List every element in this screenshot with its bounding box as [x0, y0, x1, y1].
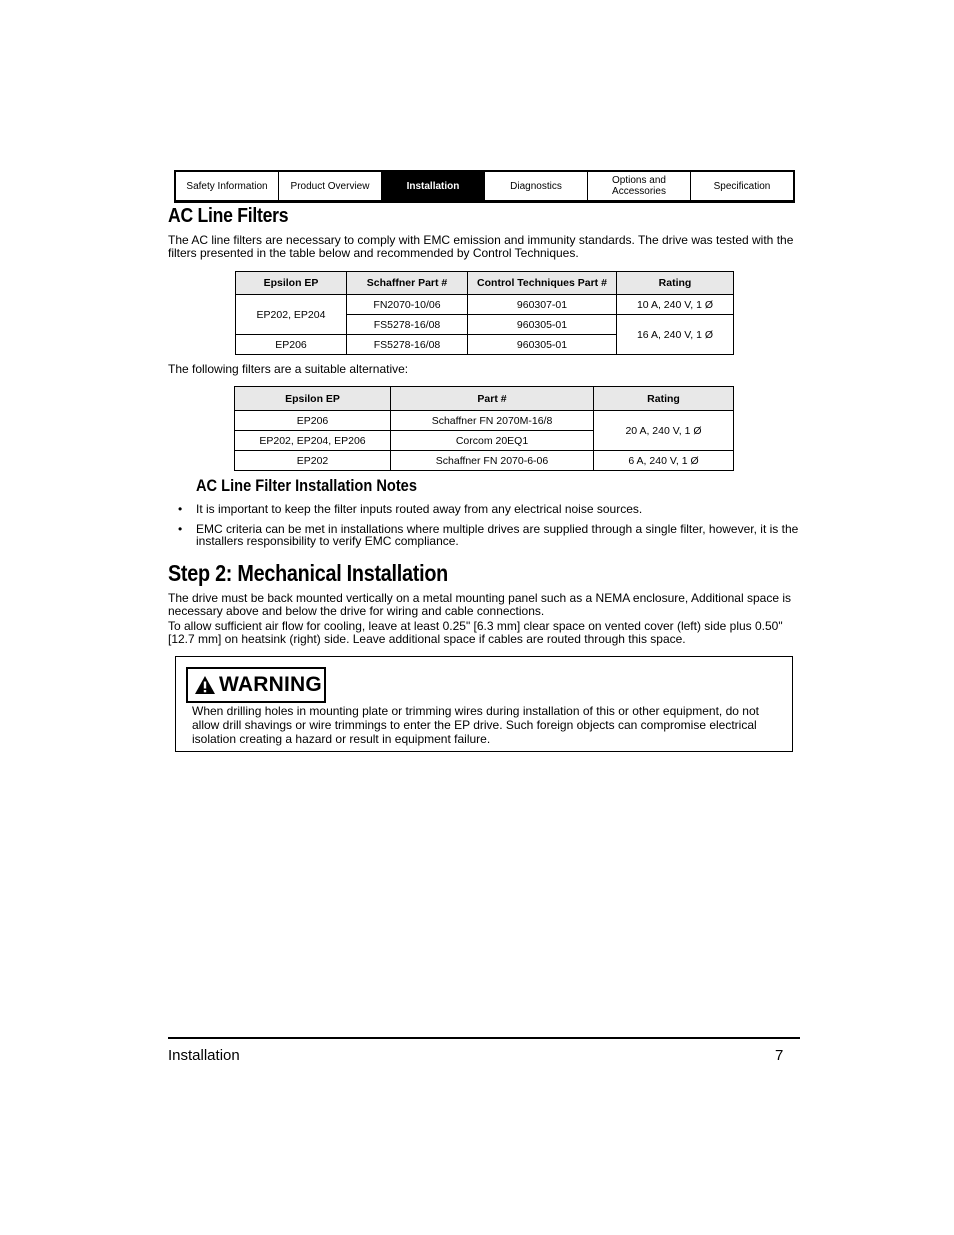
table-cell: EP206: [235, 411, 391, 431]
list-item: [168, 523, 799, 548]
table-cell: FN2070-10/06: [347, 295, 468, 315]
table-header: Schaffner Part #: [347, 272, 468, 295]
page-number: 7: [775, 1047, 784, 1064]
section-title-mechanical-installation: Step 2: Mechanical Installation: [168, 560, 448, 586]
intro-paragraph: The AC line filters are necessary to comply with EMC emission and immunity standards. The drive was tested with the filters presented in the table below and recommended by Control Techniques.: [168, 233, 794, 260]
list-item-text: EMC criteria can be met in installations where multiple drives are supplied through a single filter, however, it is the installers responsibility to verify EMC compliance.: [196, 521, 799, 548]
table-header: Control Techniques Part #: [468, 272, 617, 295]
tab-product-overview[interactable]: Product Overview: [279, 172, 382, 200]
bullet-marker: •: [178, 521, 183, 536]
footer-divider: [168, 1037, 800, 1039]
table-cell: 10 A, 240 V, 1 Ø: [617, 295, 734, 315]
warning-text: When drilling holes in mounting plate or trimming wires during installation of this or other equipment, do not allow drill shavings or wire trimmings to enter the EP drive. Such foreign objects can compromise electrical isolation creating a hazard or result in equipment failure.: [192, 704, 759, 746]
filter-table-alternative: [234, 386, 734, 471]
installation-notes-list: [168, 503, 799, 555]
section-title-ac-line-filters: AC Line Filters: [168, 205, 289, 227]
warning-label: [186, 667, 326, 703]
alternative-intro: The following filters are a suitable alternative:: [168, 362, 409, 376]
table-cell: EP202: [235, 451, 391, 471]
airflow-paragraph: To allow sufficient air flow for cooling, leave at least 0.25" [6.3 mm] clear space on vented cover (left) side plus 0.50" [12.7 mm] on heatsink (right) side. Leave additional space if cables are routed through this space.: [168, 619, 783, 646]
table-cell: 6 A, 240 V, 1 Ø: [594, 451, 734, 471]
table-cell: FS5278-16/08: [347, 315, 468, 335]
table-header: Epsilon EP: [235, 387, 391, 411]
warning-box: [175, 656, 793, 752]
footer-section-name: Installation: [168, 1047, 240, 1064]
table-cell: FS5278-16/08: [347, 335, 468, 355]
tab-safety-information[interactable]: Safety Information: [176, 172, 279, 200]
table-header: Rating: [617, 272, 734, 295]
table-cell: Schaffner FN 2070-6-06: [391, 451, 594, 471]
table-cell: EP206: [236, 335, 347, 355]
warning-label-text: WARNING: [219, 673, 322, 696]
table-header: Epsilon EP: [236, 272, 347, 295]
table-cell: EP202, EP204: [236, 295, 347, 335]
tab-installation[interactable]: Installation: [382, 172, 485, 200]
tab-options-and-accessories[interactable]: Options and Accessories: [588, 172, 691, 200]
tab-diagnostics[interactable]: Diagnostics: [485, 172, 588, 200]
list-item: [168, 503, 799, 516]
section-nav: [174, 170, 795, 203]
table-cell: 16 A, 240 V, 1 Ø: [617, 315, 734, 355]
table-cell: Corcom 20EQ1: [391, 431, 594, 451]
table-cell: 960305-01: [468, 335, 617, 355]
subsection-title-installation-notes: AC Line Filter Installation Notes: [196, 476, 417, 495]
table-header: Part #: [391, 387, 594, 411]
mounting-paragraph: The drive must be back mounted vertically on a metal mounting panel such as a NEMA enclosure, Additional space is necessary above and below the drive for wiring and cable connections.: [168, 591, 791, 618]
table-cell: 960305-01: [468, 315, 617, 335]
warning-triangle-icon: [194, 675, 216, 695]
table-header: Rating: [594, 387, 734, 411]
table-cell: EP202, EP204, EP206: [235, 431, 391, 451]
table-cell: Schaffner FN 2070M-16/8: [391, 411, 594, 431]
bullet-marker: •: [178, 502, 183, 516]
table-cell: 20 A, 240 V, 1 Ø: [594, 411, 734, 451]
list-item-text: It is important to keep the filter inputs routed away from any electrical noise sources.: [196, 502, 643, 516]
tab-specification[interactable]: Specification: [713, 180, 771, 192]
table-cell: 960307-01: [468, 295, 617, 315]
filter-table-recommended: [235, 271, 734, 355]
